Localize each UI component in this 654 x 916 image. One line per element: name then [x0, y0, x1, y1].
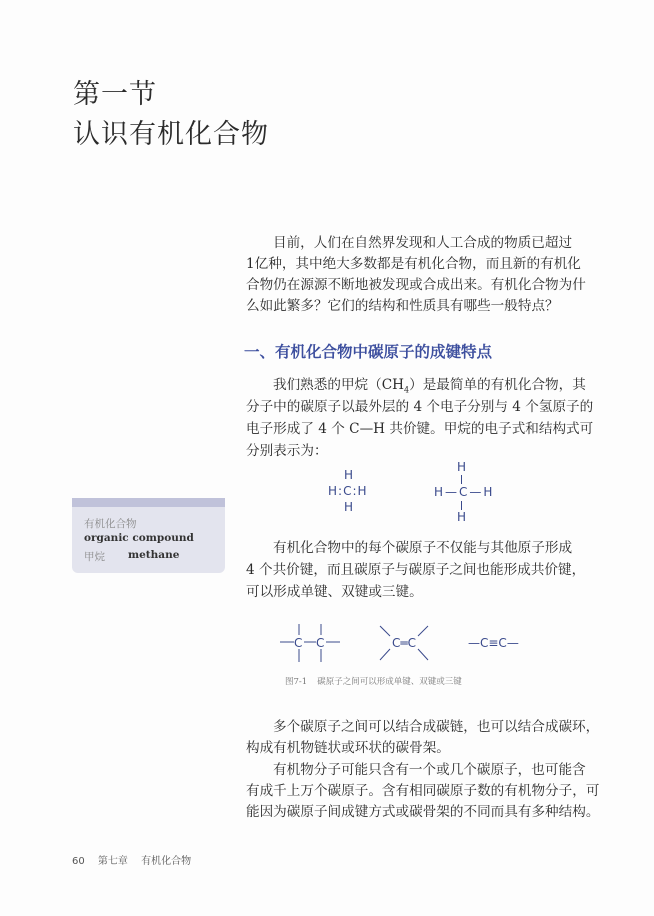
carbon-atom: C	[294, 636, 303, 650]
text-line: 分别表示为：	[246, 443, 328, 459]
text-line	[273, 377, 586, 399]
atom-h: H	[344, 500, 354, 514]
glossary-box	[72, 498, 225, 573]
text-line: 1亿种，其中绝大多数都是有机化合物，而且新的有机化	[246, 256, 581, 272]
text-line: 分子中的碳原子以最外层的 4 个电子分别与 4 个氢原子的	[246, 399, 594, 415]
text-line: 么如此繁多？它们的结构和性质具有哪些一般特点？	[246, 298, 559, 314]
text: 我们熟悉的甲烷（CH	[273, 377, 405, 393]
text-line: 多个碳原子之间可以结合成碳链，也可以结合成碳环，	[273, 719, 600, 735]
text-line: 有机物分子可能只含有一个或几个碳原子，也可能含	[273, 762, 586, 778]
structural-formula-row: H—C—H	[434, 485, 495, 499]
subscript: 4	[404, 385, 410, 395]
glossary-term-cn: 有机化合物	[84, 518, 137, 530]
chapter-title: 有机化合物	[141, 856, 192, 867]
atom-h: H	[344, 468, 354, 482]
page-number: 60	[72, 856, 85, 867]
text-line: 4 个共价键，而且碳原子与碳原子之间也能形成共价键，	[246, 562, 586, 578]
text-line: 目前，人们在自然界发现和人工合成的物质已超过	[273, 235, 573, 251]
text-line: 有成千上万个碳原子。含有相同碳原子数的有机物分子，可	[246, 783, 600, 799]
text: ）是最简单的有机化合物，其	[409, 377, 586, 393]
section-title: 认识有机化合物	[73, 119, 269, 150]
section-number: 第一节	[73, 79, 157, 110]
page-footer	[72, 852, 201, 867]
bond-line	[461, 501, 462, 510]
text-line: 构成有机物链状或环状的碳骨架。	[246, 740, 450, 756]
bond-line	[461, 475, 462, 484]
figure-caption	[285, 675, 462, 687]
glossary-strip	[72, 498, 225, 507]
caption-number: 图7-1	[285, 677, 308, 687]
triple-bond: —C≡C—	[468, 636, 519, 650]
double-bond: C═C	[392, 636, 416, 650]
text-line: 电子形成了 4 个 C—H 共价键。甲烷的电子式和结构式可	[246, 421, 594, 437]
subsection-heading: 一、有机化合物中碳原子的成键特点	[244, 343, 493, 361]
text-line: 有机化合物中的每个碳原子不仅能与其他原子形成	[273, 540, 573, 556]
text-line: 可以形成单键、双键或三键。	[246, 584, 423, 600]
glossary-term-cn: 甲烷	[84, 551, 105, 563]
caption-text: 碳原子之间可以形成单键、双键或三键	[317, 677, 462, 687]
electron-formula-row: H:C:H	[328, 484, 368, 498]
glossary-term-en: methane	[128, 549, 180, 561]
atom-h: H	[457, 510, 467, 524]
text-line: 能因为碳原子间成键方式或碳骨架的不同而具有多种结构。	[246, 804, 600, 820]
glossary-term-en: organic compound	[84, 532, 194, 544]
atom-h: H	[457, 460, 467, 474]
carbon-atom: C	[316, 636, 325, 650]
chapter-label: 第七章	[97, 856, 128, 867]
text-line: 合物仍在源源不断地被发现或合成出来。有机化合物为什	[246, 277, 586, 293]
